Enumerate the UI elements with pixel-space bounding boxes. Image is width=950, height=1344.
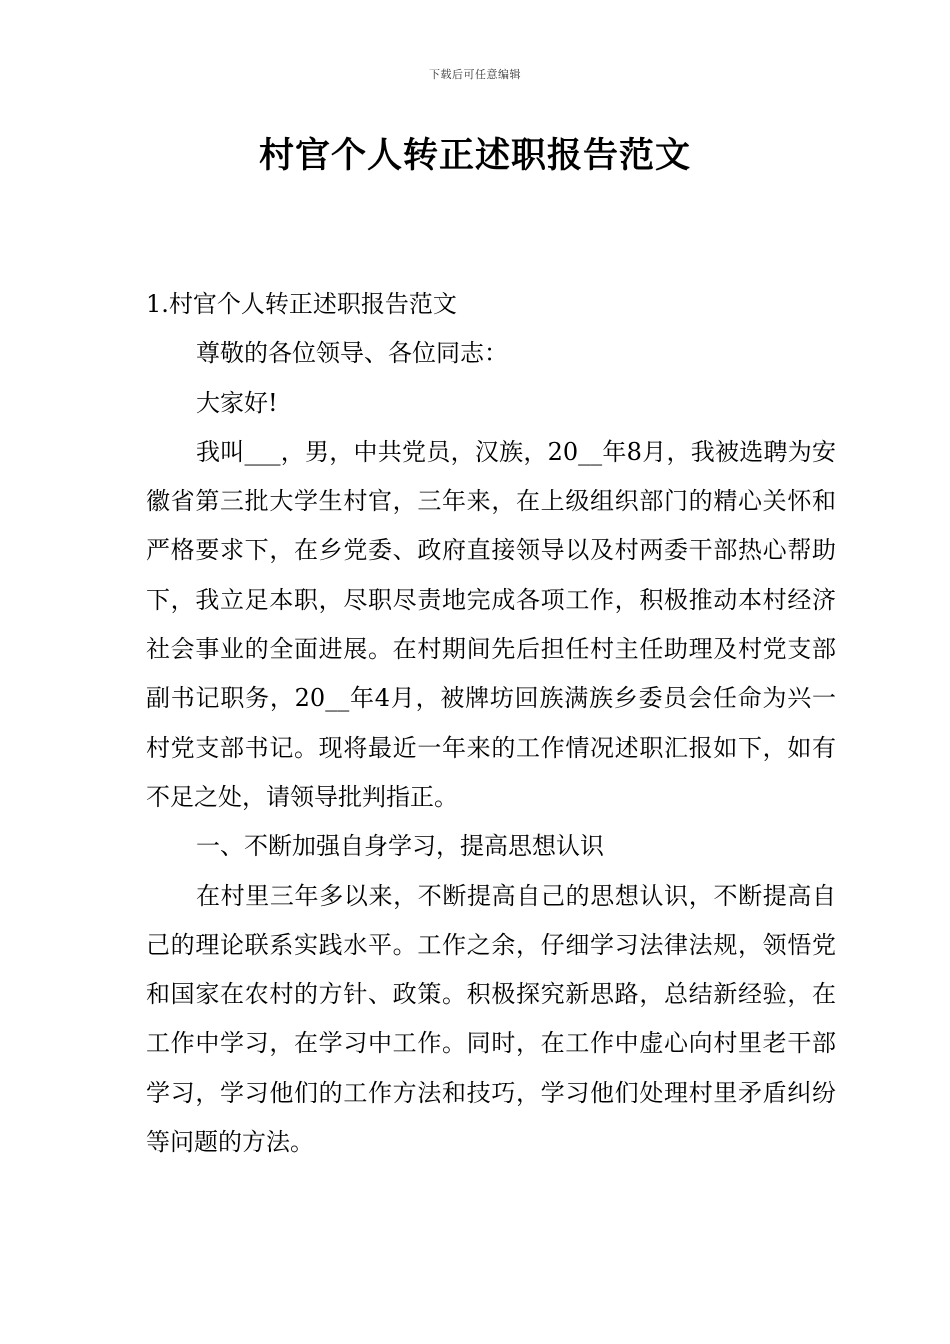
greeting-salutation: 尊敬的各位领导、各位同志： xyxy=(196,339,508,368)
subheading-study: 一、不断加强自身学习，提高思想认识 xyxy=(196,832,604,861)
section-heading: 1.村官个人转正述职报告范文 xyxy=(146,290,457,318)
paragraph-introduction: 我叫___，男，中共党员，汉族，20__年8月，我被选聘为安徽省第三批大学生村官，三年来，在上级组织部门的精心关怀和严格要求下，在乡党委、政府直接领导以及村两委干部热心帮助下，我立足本职，尽职尽责地完成各项工作，积极推动本村经济社会事业的全面进展。在村期间先后担任村主任助理及村党支部副书记职务，20__年4月，被牌坊回族满族乡委员会任命为兴一村党支部书记。现将最近一年来的工作情况述职汇报如下，如有不足之处，请领导批判指正。 xyxy=(146,437,836,811)
header-note: 下载后可任意编辑 xyxy=(429,68,521,81)
paragraph-study: 在村里三年多以来，不断提高自己的思想认识，不断提高自己的理论联系实践水平。工作之余，仔细学习法律法规，领悟党和国家在农村的方针、政策。积极探究新思路，总结新经验，在工作中学习，在学习中工作。同时，在工作中虚心向村里老干部学习，学习他们的工作方法和技巧，学习他们处理村里矛盾纠纷等问题的方法。 xyxy=(146,881,836,1157)
document-body xyxy=(146,280,836,1167)
document-title: 村官个人转正述职报告范文 xyxy=(258,136,691,176)
greeting-hello: 大家好! xyxy=(196,388,278,417)
